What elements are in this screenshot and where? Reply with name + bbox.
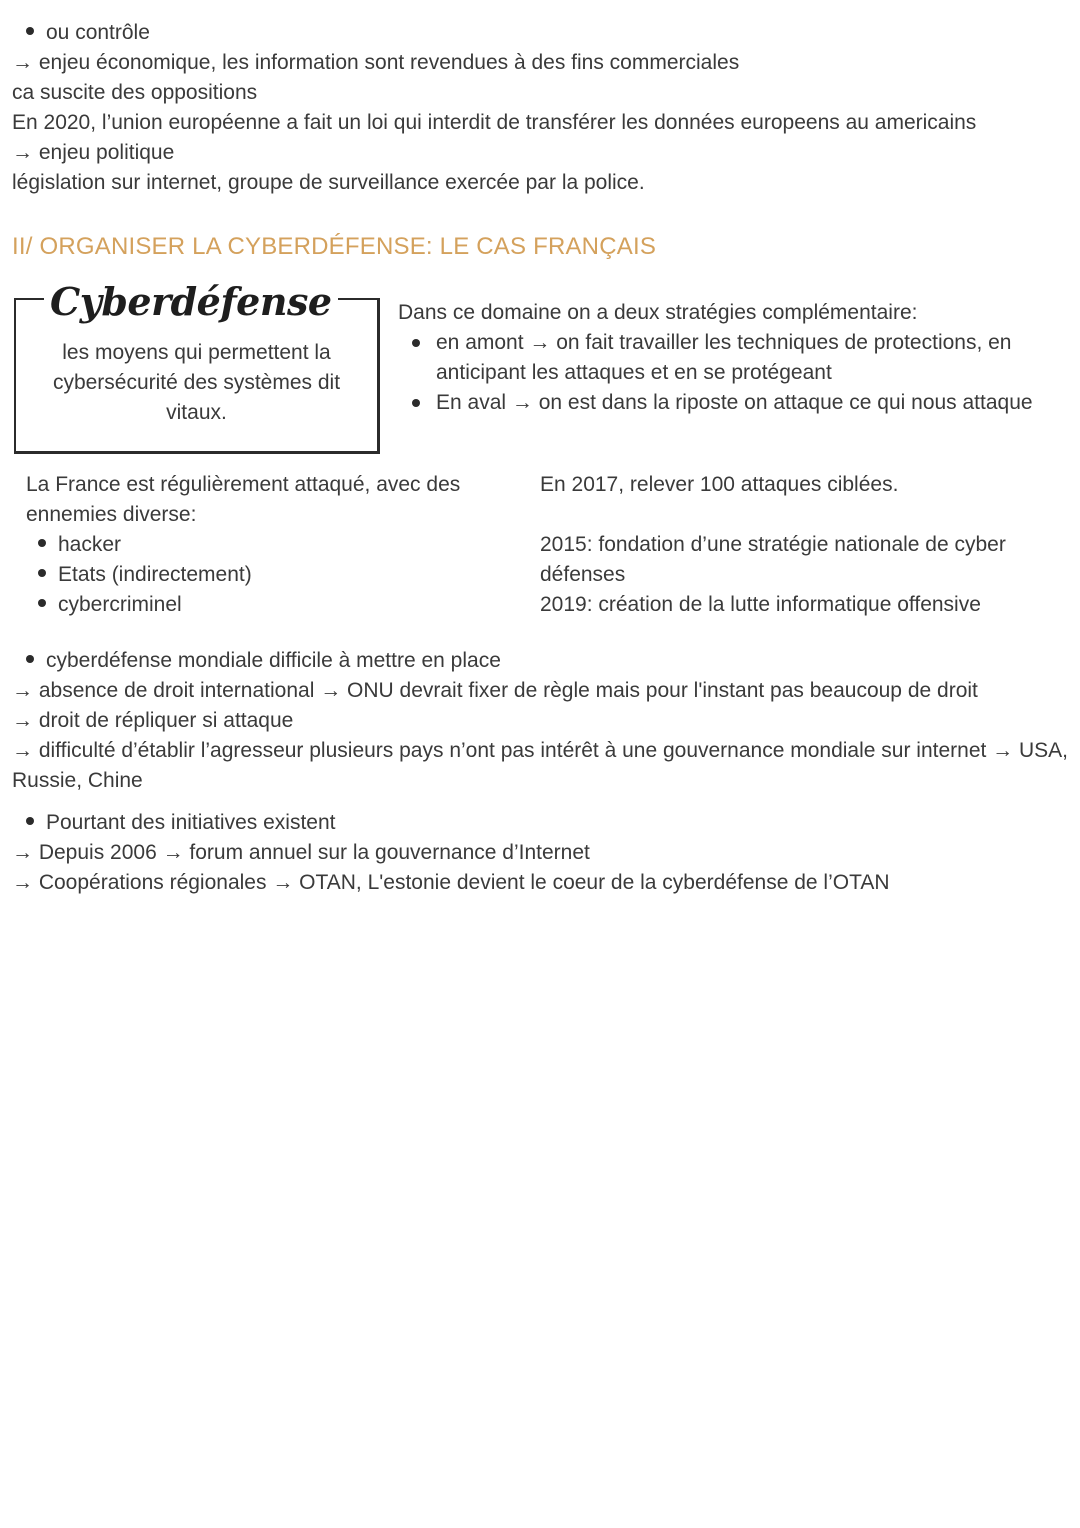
timeline-2015: 2015: fondation d’une stratégie nationale de cyber défenses [540, 533, 1006, 586]
line-opposition: ca suscite des oppositions [12, 81, 258, 104]
enemy-item-cybercriminal: cybercriminel [38, 590, 182, 620]
line-political-stake: → enjeu politique [12, 141, 175, 164]
enemy-item-states: Etats (indirectement) [38, 560, 252, 590]
strategy-item-upstream [412, 328, 1062, 388]
strategy-item-downstream [412, 388, 1072, 418]
timeline-2019: 2019: création de la lutte informatique offensive [540, 593, 981, 616]
section-heading: II/ ORGANISER LA CYBERDÉFENSE: LE CAS FRANÇAIS [12, 233, 657, 260]
line-regional-cooperation: → Coopérations régionales → OTAN, L'estonie devient le coeur de la cyberdéfense de l’OTAN [12, 871, 890, 894]
line-international-law: → absence de droit international → ONU devrait fixer de règle mais pour l'instant pas beaucoup de droit [12, 679, 978, 702]
definition-title: Cyberdéfense [44, 282, 338, 322]
line-economic-stake: → enjeu économique, les information sont revendues à des fins commerciales [12, 51, 740, 74]
france-intro: La France est régulièrement attaqué, avec des ennemies diverse: [26, 473, 461, 526]
timeline-2017: En 2017, relever 100 attaques ciblées. [540, 473, 899, 496]
bullet-item-control: ou contrôle [26, 18, 150, 48]
strategies-intro: Dans ce domaine on a deux stratégies complémentaire: [398, 301, 918, 324]
line-forum-2006: → Depuis 2006 → forum annuel sur la gouvernance d’Internet [12, 841, 590, 864]
line-attribution-difficulty: → difficulté d’établir l’agresseur plusieurs pays n’ont pas intérêt à une gouvernance mondiale sur internet → USA, Russie, Chine [12, 739, 1069, 792]
enemy-item-hacker: hacker [38, 530, 121, 560]
bullet-dot-icon [412, 339, 420, 347]
bullet-item-initiatives: Pourtant des initiatives existent [26, 808, 336, 838]
strategy-upstream-text: en amont → on fait travailler les techniques de protections, en anticipant les attaques et en se protégeant [436, 331, 1012, 384]
definition-text: les moyens qui permettent la cybersécurité des systèmes dit vitaux. [52, 341, 341, 424]
bullet-dot-icon [412, 399, 420, 407]
strategy-downstream-text: En aval → on est dans la riposte on attaque ce qui nous attaque [436, 391, 1033, 414]
line-eu-2020: En 2020, l’union européenne a fait un loi qui interdit de transférer les données europeens au americains [12, 111, 977, 134]
definition-box [14, 279, 380, 454]
line-legislation: législation sur internet, groupe de surveillance exercée par la police. [12, 171, 645, 194]
line-right-to-reply: → droit de répliquer si attaque [12, 709, 294, 732]
bullet-item-global: cyberdéfense mondiale difficile à mettre en place [26, 646, 501, 676]
